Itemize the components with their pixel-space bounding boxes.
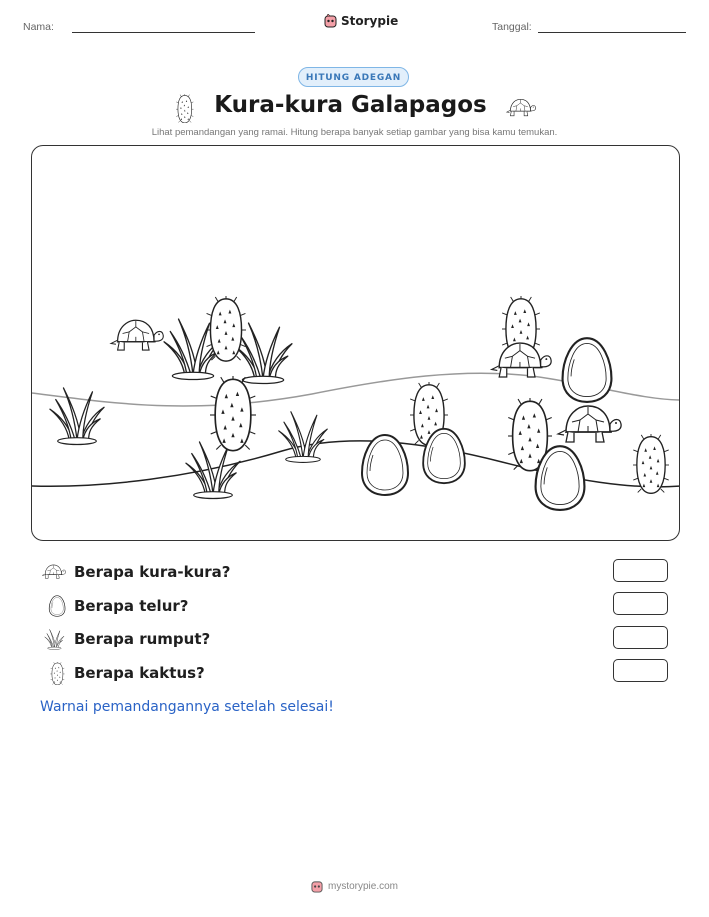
- date-field[interactable]: [538, 32, 686, 33]
- question-text: Berapa kura-kura?: [74, 563, 231, 581]
- grass: [279, 412, 328, 463]
- coloring-note: Warnai pemandangannya setelah selesai!: [40, 699, 334, 715]
- footer-url[interactable]: mystorypie.com: [327, 881, 398, 892]
- answer-box-egg[interactable]: [613, 592, 668, 615]
- name-field[interactable]: [72, 32, 255, 33]
- cactus: [210, 374, 257, 451]
- cactus-icon: [173, 93, 195, 123]
- question-egg: [40, 593, 188, 619]
- question-grass: [40, 626, 210, 652]
- egg: [563, 338, 612, 402]
- grass: [234, 323, 292, 383]
- date-label: Tanggal:: [492, 21, 532, 33]
- title-row: [0, 92, 709, 123]
- grass-icon: [40, 628, 66, 650]
- question-tortoise: [40, 559, 230, 585]
- question-text: Berapa kaktus?: [74, 664, 205, 682]
- question-cactus: [40, 660, 205, 686]
- page-title: Kura-kura Galapagos: [214, 92, 487, 118]
- question-text: Berapa rumput?: [74, 630, 211, 648]
- cactus-icon: [40, 661, 66, 685]
- brand-name: Storypie: [341, 14, 399, 28]
- name-label: Nama:: [23, 21, 54, 33]
- question-text: Berapa telur?: [74, 597, 189, 615]
- answer-box-tortoise[interactable]: [613, 559, 668, 582]
- egg: [362, 435, 408, 495]
- egg-icon: [40, 595, 66, 617]
- brand-logo: [324, 14, 398, 28]
- storypie-logo-icon: [311, 880, 323, 893]
- cactus: [632, 432, 669, 493]
- counting-scene: [31, 145, 680, 541]
- tortoise: [492, 343, 552, 377]
- tortoise: [111, 320, 163, 350]
- storypie-logo-icon: [324, 14, 337, 28]
- tortoise-icon: [40, 563, 66, 581]
- answer-box-cactus[interactable]: [613, 659, 668, 682]
- tortoise: [558, 406, 621, 442]
- tortoise-icon: [504, 97, 536, 119]
- instructions: Lihat pemandangan yang ramai. Hitung berapa banyak setiap gambar yang bisa kamu temukan.: [151, 127, 558, 138]
- answer-box-grass[interactable]: [613, 626, 668, 649]
- category-badge: HITUNG ADEGAN: [298, 67, 409, 87]
- footer: [0, 880, 709, 893]
